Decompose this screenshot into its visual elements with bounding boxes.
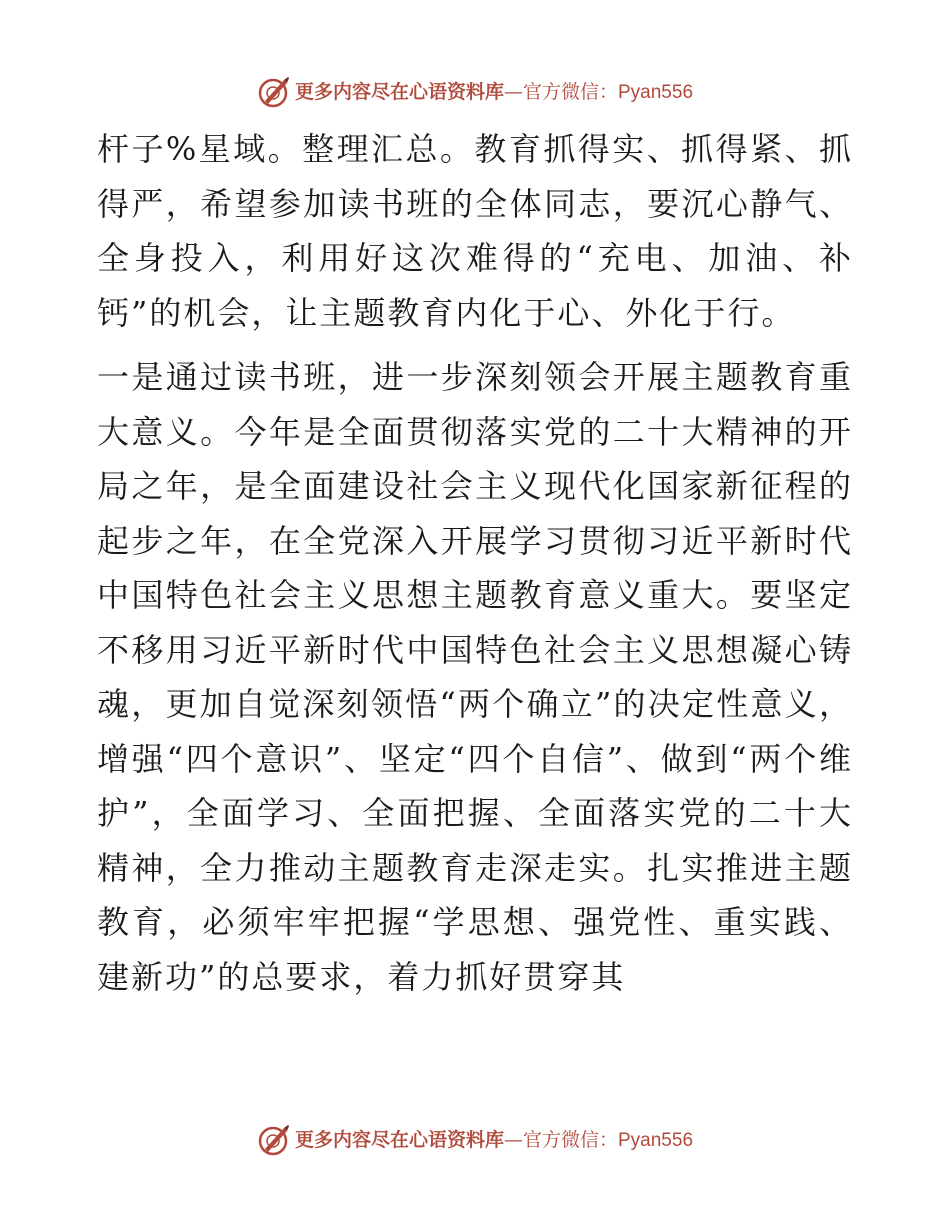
header-banner-main: 更多内容尽在心语资料库 <box>294 80 504 103</box>
header-banner-sub: 官方微信： <box>522 80 618 103</box>
pen-circle-logo-icon <box>257 75 291 109</box>
footer-banner-wechat-id: Pyan556 <box>618 1129 694 1151</box>
footer-banner <box>0 1120 950 1160</box>
pen-circle-logo-icon <box>257 1123 291 1157</box>
paragraph-2: 一是通过读书班，进一步深刻领会开展主题教育重大意义。今年是全面贯彻落实党的二十大精神的开局之年，是全面建设社会主义现代化国家新征程的起步之年，在全党深入开展学习贯彻习近平新时代中国特色社会主义思想主题教育意义重大。要坚定不移用习近平新时代中国特色社会主义思想凝心铸魂，更加自觉深刻领悟“两个确立”的决定性意义，增强“四个意识”、坚定“四个自信”、做到“两个维护”，全面学习、全面把握、全面落实党的二十大精神，全力推动主题教育走深走实。扎实推进主题教育，必须牢牢把握“学思想、强党性、重实践、建新功”的总要求，着力抓好贯穿其 <box>97 358 853 996</box>
header-banner <box>0 72 950 112</box>
document-body <box>97 122 853 1004</box>
footer-banner-dash: — <box>503 1128 523 1151</box>
header-banner-text <box>294 80 694 103</box>
footer-banner-main: 更多内容尽在心语资料库 <box>294 1128 504 1151</box>
paragraph-1: 杆子%星域。整理汇总。教育抓得实、抓得紧、抓得严，希望参加读书班的全体同志，要沉心静气、全身投入，利用好这次难得的“充电、加油、补钙”的机会，让主题教育内化于心、外化于行。 <box>97 130 853 332</box>
header-banner-wechat-id: Pyan556 <box>618 81 694 103</box>
header-banner-dash: — <box>503 80 523 103</box>
footer-banner-sub: 官方微信： <box>522 1128 618 1151</box>
footer-banner-text <box>294 1128 694 1151</box>
